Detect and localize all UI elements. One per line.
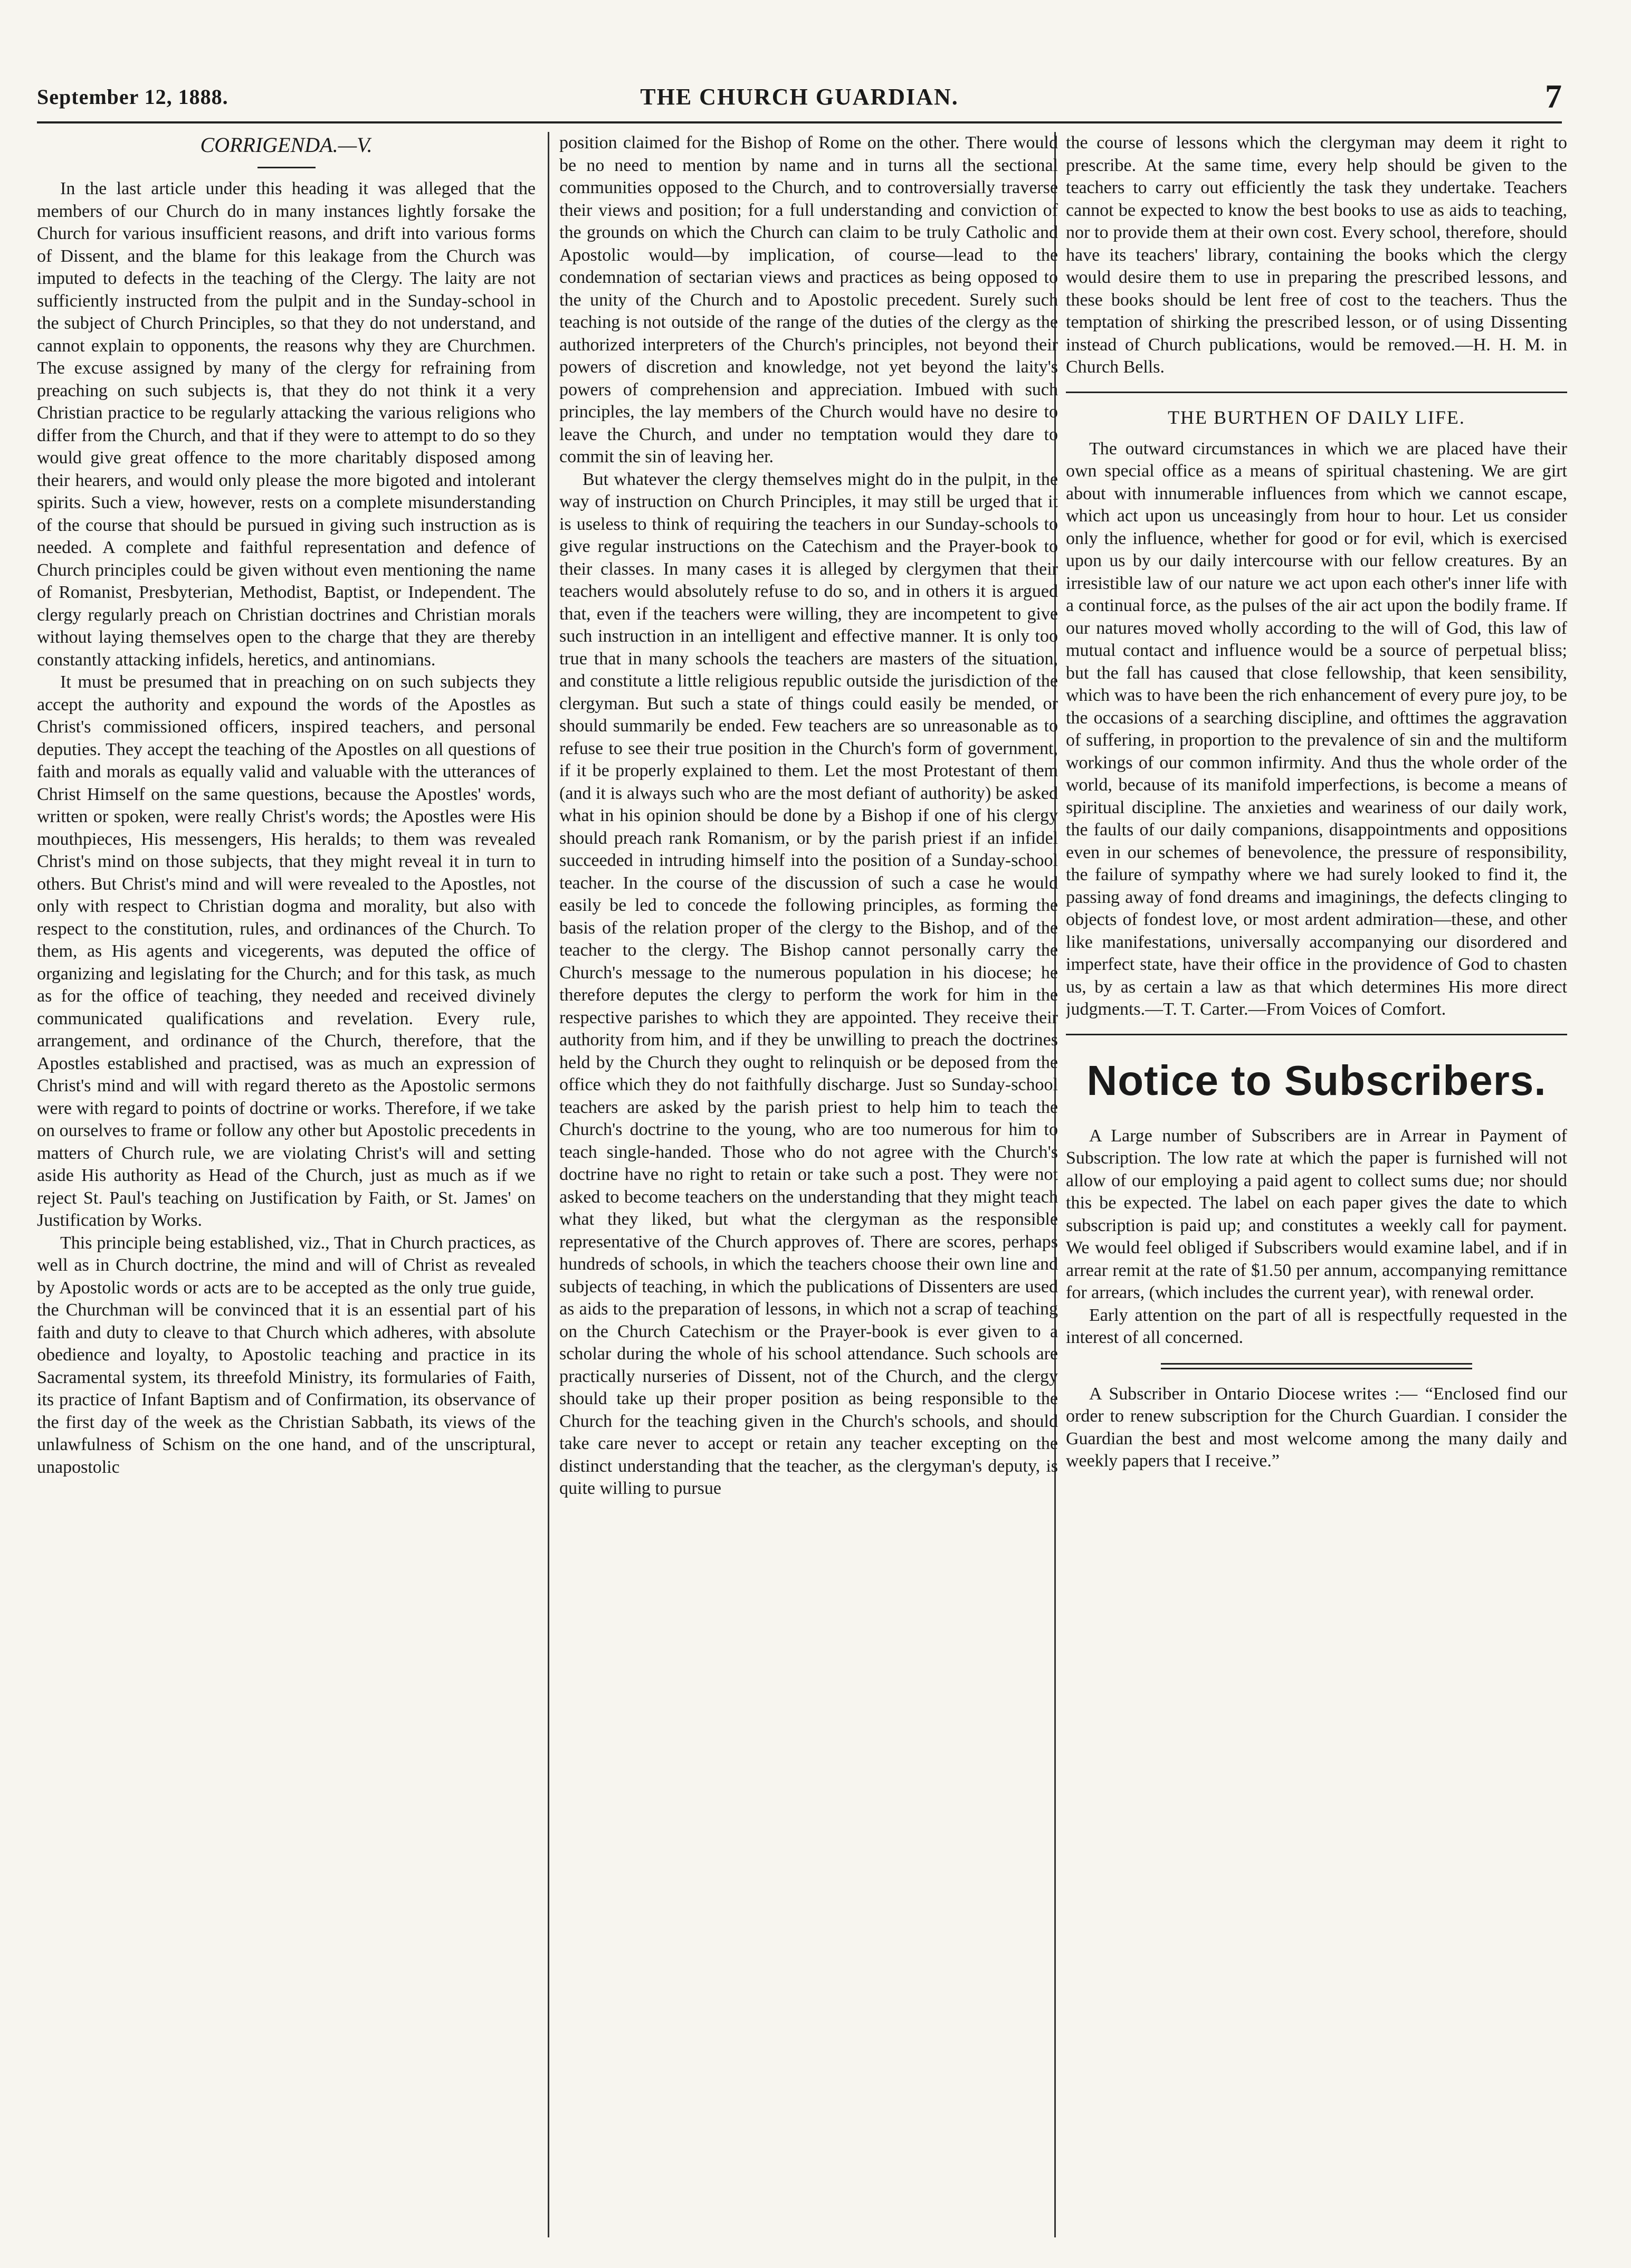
masthead-title: THE CHURCH GUARDIAN. — [640, 84, 959, 110]
burthen-paragraph: The outward circumstances in which we are placed have their own special office as a means of spiritual chastening. We are girt about with innumerable influences from which we cannot escape, which act upon us unceasingly from hour to hour. Let us consider only the influence, whether for good or for evil, which is exercised upon us by our daily intercourse with our fellow creatures. By an irresistible law of our nature we act upon each other's inner life with a continual force, as the pulses of the air act upon the bodily frame. If our natures moved wholly according to the will of God, this law of mutual contact and influence would be a source of perpetual bliss; but the fall has caused that close fellowship, that keen sensibility, which was to have been the rich enhancement of every pure joy, to be the occasions of a searching discipline, and ofttimes the aggravation of suffering, in proportion to the prevalence of sin and the multiform workings of our common infirmity. And thus the whole order of the world, because of its manifold imperfections, is become a means of spiritual discipline. The anxieties and weariness of our daily work, the faults of our daily companions, disappointments and oppositions even in our schemes of benevolence, the pressure of responsibility, the failure of sympathy where we had surely looked to find it, the passing away of fond dreams and imaginings, the defects clinging to objects of fondest love, or most ardent admiration—these, and other like manifestations, universally accompanying our disordered and imperfect state, have their office in the providence of God to chasten us, by as certain a law as that which determines His more direct judgments.—T. T. Carter.—From Voices of Comfort. — [1066, 439, 1567, 1019]
notice-title: Notice to Subscribers. — [1086, 1056, 1547, 1104]
article-paragraph: the course of lessons which the clergyman may deem it right to prescribe. At the same time, every help should be given to the teachers to carry out efficiently the task they undertake. Teachers cannot be expected to know the best books to use as aids to teaching, nor to provide them at their own cost. Every school, therefore, should have its teachers' library, containing the books which the clergy would desire them to use in preparing the prescribed lessons, and these books should be lent free of cost to the teachers. Thus the temptation of shirking the prescribed lesson, or of using Dissenting instead of Church publications, would be removed.—H. H. M. in Church Bells. — [1066, 133, 1567, 377]
column-1 — [37, 132, 536, 2237]
column-rule — [548, 132, 549, 2237]
notice-paragraph: A Large number of Subscribers are in Arrear in Payment of Subscription. The low rate at which the paper is furnished will not allow of our employing a paid agent to collect sums due; nor should this be expected. The label on each paper gives the date to which subscription is paid up; and constitutes a weekly call for payment. We would feel obliged if Subscribers would examine label, and if in arrear remit at the rate of $1.50 per annum, accompanying remittance for arrears, (which includes the current year), with renewal order. — [1066, 1126, 1567, 1302]
issue-date: September 12, 1888. — [37, 85, 228, 109]
article-paragraph: In the last article under this heading it was alleged that the members of our Church do in many instances lightly forsake the Church for various insufficient reasons, and drift into various forms of Dissent, and the blame for this leakage from the Church was imputed to defects in the teaching of the Clergy. The laity are not sufficiently instructed from the pulpit and in the Sunday-school in the subject of Church Principles, so that they do not understand, and cannot explain to opponents, the reasons why they are Churchmen. The excuse assigned by many of the clergy for refraining from preaching on such subjects is, that they do not think it a very Christian practice to be regularly attacking the various religions who differ from the Church, and that if they were to attempt to do so they would give great offence to the more charitably disposed among their hearers, and would only please the more bigoted and intolerant spirits. Such a view, however, rests on a complete misunderstanding of the course that should be pursued in giving such instruction as is needed. A complete and faithful representation and defence of Church principles could be given without even mentioning the name of Romanist, Presbyterian, Methodist, Baptist, or Independent. The clergy regularly preach on Christian doctrines and Christian morals without laying themselves open to the charge that they are thereby constantly attacking infidels, heretics, and antinomians. — [37, 179, 536, 670]
burthen-title: THE BURTHEN OF DAILY LIFE. — [1168, 406, 1465, 428]
section-rule — [1066, 392, 1567, 393]
title-rule — [257, 167, 316, 168]
article-paragraph: But whatever the clergy themselves might do in the pulpit, in the way of instruction on Church Principles, it may still be urged that it is useless to think of requiring the teachers in our Sunday-schools to give regular instructions on the Catechism and the Prayer-book to their classes. In many cases it is alleged by clergymen that their teachers would absolutely refuse to do so, and in others it is argued that, even if the teachers were willing, they are incompetent to give such instruction in an intelligent and effective manner. It is only too true that in many schools the teachers are masters of the situation, and constitute a little religious republic outside the jurisdiction of the clergyman. But such a state of things could easily be mended, or should summarily be ended. Few teachers are so unreasonable as to refuse to see their true position in the Church's form of government, if it be properly explained to them. Let the most Protestant of them (and it is always such who are the most defiant of authority) be asked what in his opinion should be done by a Bishop if one of his clergy should preach rank Romanism, or by the parish priest if an infidel succeeded in intruding himself into the position of a Sunday-school teacher. In the course of the discussion of such a case he would easily be led to concede the following principles, as forming the basis of the relation proper of the clergy to the Bishop, and of the teacher to the clergy. The Bishop cannot personally carry the Church's message to the numerous population in his diocese; he therefore deputes the clergy to perform the work for him in the respective parishes to which they are appointed. They receive their authority from him, and if they be unwilling to preach the doctrines held by the Church they ought to relinquish or be deposed from the office which they do not faithfully discharge. Just so Sunday-school teachers are asked by the parish priest to help him to teach the Church's doctrine to the young, who are too numerous for him to teach single-handed. Those who do not agree with the Church's doctrine have no right to retain or take such a post. They were not asked to become teachers on the understanding that they might teach what they liked, but what the clergyman as the responsible representative of the Church approves of. There are scores, perhaps hundreds of schools, in which the teachers choose their own line and subjects of teaching, in which the publications of Dissenters are used as aids to the preparation of lessons, in which not a scrap of teaching on the Church Catechism or the Prayer-book is ever given to a scholar during the whole of his school attendance. Such schools are practically nurseries of Dissent, not of the Church, and the clergy should take up their proper position as being responsible to the Church for the teaching given in the Church's schools, and should take care never to accept or retain any teacher excepting on the distinct understanding that the teacher, as the clergyman's deputy, is quite willing to pursue — [559, 469, 1058, 1498]
subscriber-letter: A Subscriber in Ontario Diocese writes :— “Enclosed find our order to renew subscription for the Church Guardian. I consider the Guardian the best and most welcome among the many daily and weekly papers that I receive.” — [1066, 1384, 1567, 1471]
article-title: CORRIGENDA.—V. — [200, 133, 373, 157]
page-number: 7 — [1545, 78, 1562, 115]
column-3 — [1066, 132, 1567, 2237]
page-header — [37, 79, 1562, 123]
double-rule — [1161, 1363, 1472, 1369]
article-paragraph: This principle being established, viz., That in Church practices, as well as in Church doctrine, the mind and will of Christ as revealed by Apostolic words or acts are to be accepted as the only true guide, the Churchman will be convinced that it is an essential part of his faith and duty to cleave to that Church which adheres, with absolute obedience and loyalty, to Apostolic teaching and practice in its Sacramental system, its threefold Ministry, its formularies of Faith, its practice of Infant Baptism and of Confirmation, its observance of the first day of the week as the Christian Sabbath, its views of the unlawfulness of Schism on the one hand, and of the unscriptural, unapostolic — [37, 1233, 536, 1477]
column-2 — [559, 132, 1058, 2237]
notice-paragraph: Early attention on the part of all is respectfully requested in the interest of all concerned. — [1066, 1305, 1567, 1347]
article-paragraph: position claimed for the Bishop of Rome on the other. There would be no need to mention by name and in turns all the sectional communities opposed to the Church, and to controversially traverse their views and position; for a full understanding and conviction of the grounds on which the Church can claim to be truly Catholic and Apostolic would—by implication, of course—lead to the condemnation of sectarian views and practices as being opposed to the unity of the Church and to Apostolic precedent. Surely such teaching is not outside of the range of the duties of the clergy as the authorized interpreters of the Church's principles, not beyond their powers of discretion and knowledge, not yet beyond the laity's powers of comprehension and appreciation. Imbued with such principles, the lay members of the Church would have no desire to leave the Church, and under no temptation would they dare to commit the sin of leaving her. — [559, 133, 1058, 466]
article-paragraph: It must be presumed that in preaching on on such subjects they accept the authority and expound the words of the Apostles as Christ's commissioned officers, inspired teachers, and personal deputies. They accept the teaching of the Apostles on all questions of faith and morals as equally valid and valuable with the utterances of Christ Himself on the same questions, because the Apostles' words, written or spoken, were really Christ's words; the Apostles were His mouthpieces, His messengers, His heralds; to them was revealed Christ's mind on those subjects, that they might reveal it in turn to others. But Christ's mind and will were revealed to the Apostles, not only with respect to Christian dogma and morality, but also with respect to the constitution, rules, and ordinances of the Church. To them, as His agents and vicegerents, was deputed the office of organizing and legislating for the Church; and for this task, as much as for the office of teaching, they needed and received divinely communicated qualifications and revelation. Every rule, arrangement, and ordinance of the Church, therefore, that the Apostles established and practised, was as much an expression of Christ's mind and will with regard thereto as the Apostolic sermons were with regard to points of doctrine or works. Therefore, if we take on ourselves to frame or follow any other but Apostolic precedents in matters of Church rule, we are violating Christ's will and setting aside His authority as Head of the Church, just as much as if we reject St. Paul's teaching on Justification by Faith, or St. James' on Justification by Works. — [37, 672, 536, 1230]
section-rule — [1066, 1034, 1567, 1035]
